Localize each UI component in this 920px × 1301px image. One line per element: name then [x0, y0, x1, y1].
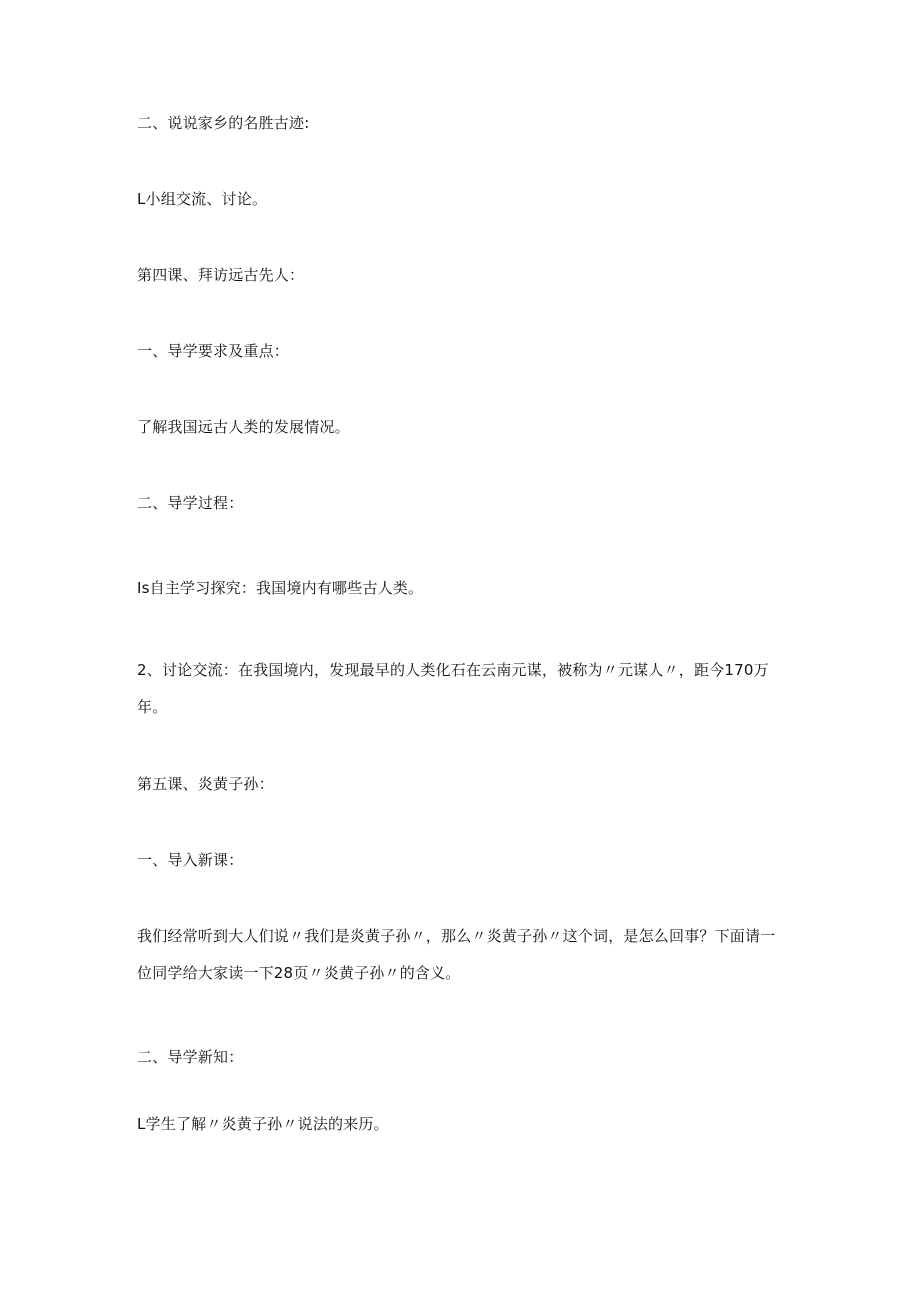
section-heading-process: 二、导学过程：: [137, 494, 244, 512]
paragraph-intro-yanhuang: 我们经常听到大人们说〃我们是炎黄子孙〃，那么〃炎黄子孙〃这个词，是怎么回事？下面请一位同学给大家读一下28页〃炎黄子孙〃的含义。: [137, 927, 776, 982]
section-heading-new-knowledge: 二、导学新知：: [137, 1048, 244, 1066]
lesson-title-4: 第四课、拜访远古先人：: [137, 266, 305, 284]
section-heading-scenic-spots: 二、说说家乡的名胜古迹:: [137, 114, 310, 132]
paragraph-understand-development: 了解我国远古人类的发展情况。: [137, 418, 350, 436]
section-heading-intro: 一、导入新课：: [137, 851, 244, 869]
item-origin-of-saying: L学生了解〃炎黄子孙〃说法的来历。: [137, 1115, 389, 1133]
section-heading-requirements: 一、导学要求及重点：: [137, 342, 290, 360]
lesson-title-5: 第五课、炎黄子孙：: [137, 775, 274, 793]
item-group-discussion: L小组交流、讨论。: [137, 190, 268, 208]
item-self-study: Is自主学习探究：我国境内有哪些古人类。: [137, 579, 424, 597]
item-discussion-yuanmou: 2、讨论交流：在我国境内，发现最早的人类化石在云南元谋，被称为〃元谋人〃，距今170万年。: [137, 661, 769, 716]
